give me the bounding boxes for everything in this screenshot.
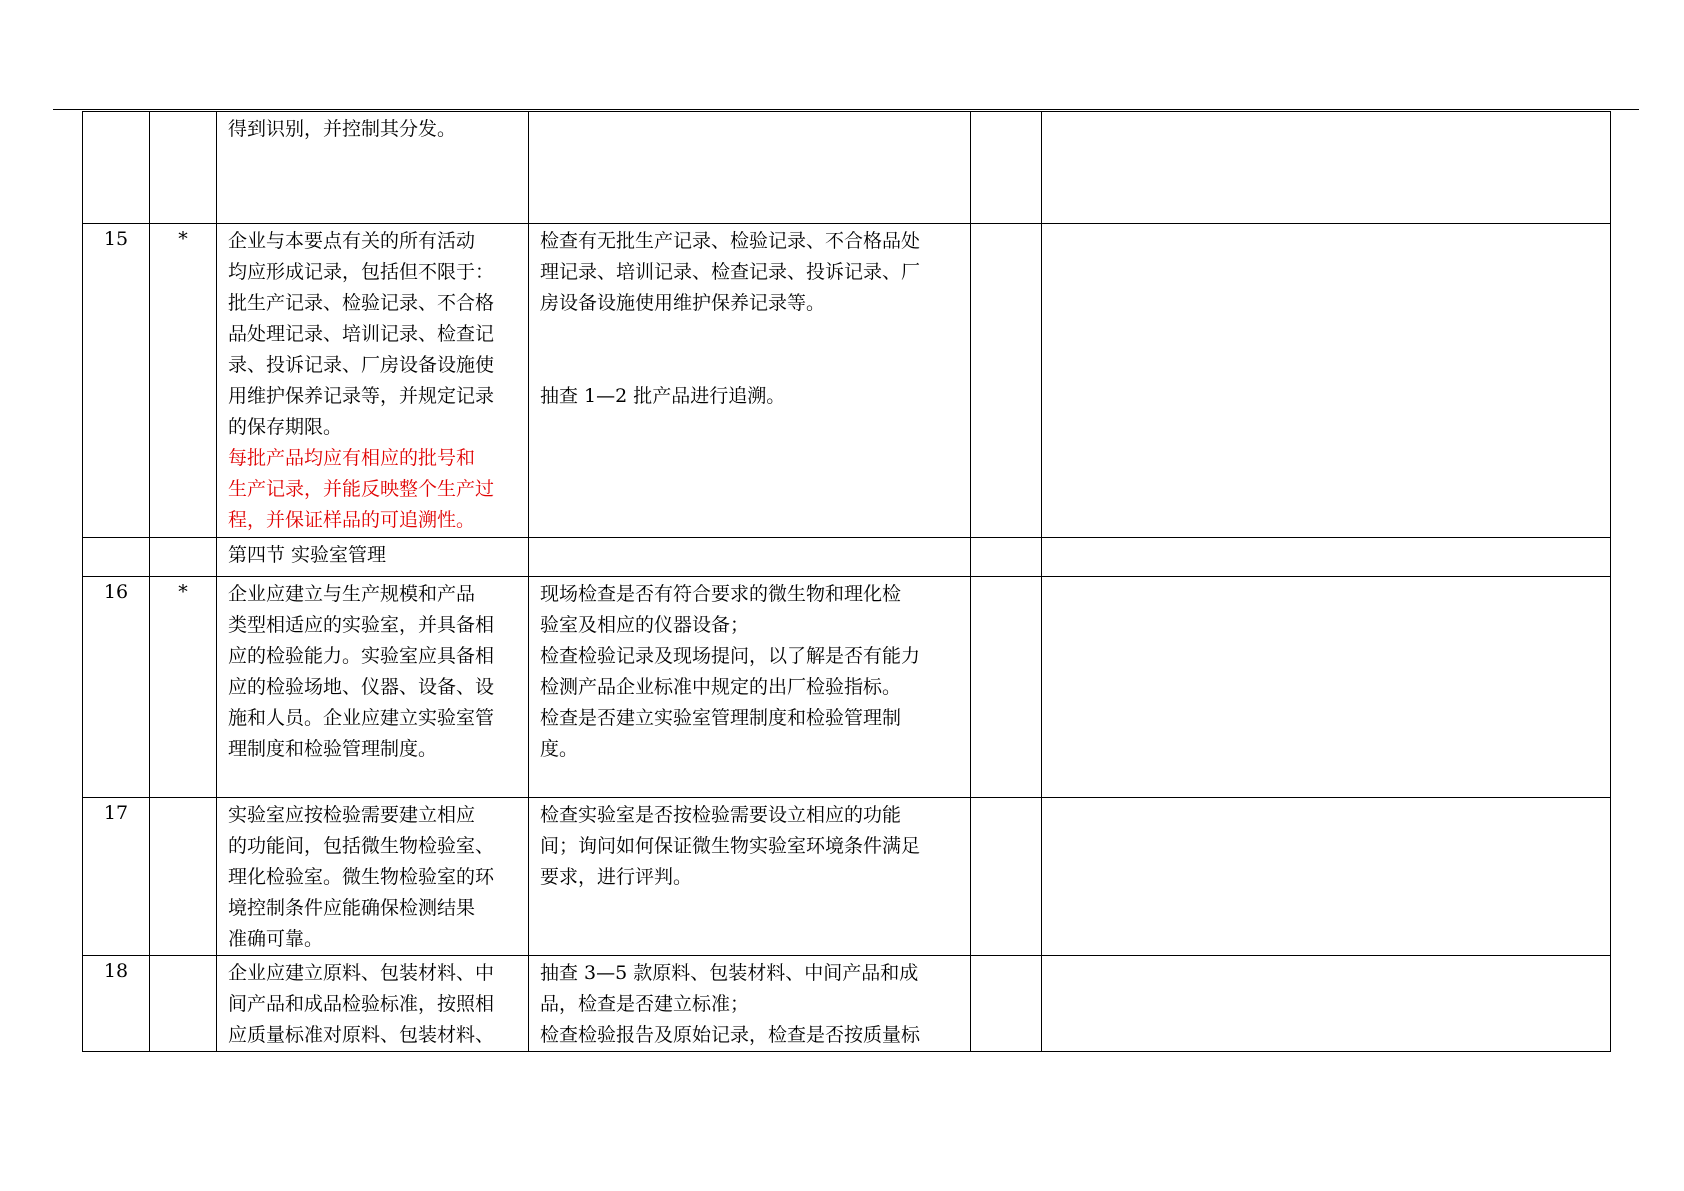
requirement-text-line: 类型相适应的实验室，并具备相 — [228, 614, 495, 636]
method-text-line: 抽查 1—2 批产品进行追溯。 — [540, 385, 786, 407]
requirement-cell — [217, 956, 529, 1052]
requirement-text-line: 应的检验场地、仪器、设备、设 — [228, 676, 495, 698]
requirement-text-line: 应质量标准对原料、包装材料、 — [228, 1024, 495, 1046]
notes-cell[interactable] — [1042, 798, 1611, 956]
result-cell[interactable] — [971, 224, 1042, 538]
requirement-highlight-line: 生产记录，并能反映整个生产过 — [228, 478, 495, 500]
requirement-cell — [217, 538, 529, 577]
requirement-text-line: 企业应建立原料、包装材料、中 — [228, 962, 495, 984]
requirement-cell — [217, 798, 529, 956]
inspection-method-cell — [529, 224, 971, 538]
item-number-cell: 15 — [83, 224, 150, 538]
notes-cell[interactable] — [1042, 956, 1611, 1052]
key-item-mark-cell — [150, 538, 217, 577]
requirement-text-line: 应的检验能力。实验室应具备相 — [228, 645, 495, 667]
requirement-cell — [217, 224, 529, 538]
requirement-text-line: 施和人员。企业应建立实验室管 — [228, 707, 495, 729]
table-row — [83, 538, 1611, 577]
inspection-method-cell — [529, 538, 971, 577]
key-item-mark-cell: * — [150, 577, 217, 798]
item-number-cell — [83, 112, 150, 224]
header-rule — [53, 109, 1639, 110]
inspection-method-cell — [529, 112, 971, 224]
result-cell[interactable] — [971, 956, 1042, 1052]
table-row — [83, 798, 1611, 956]
method-text-line: 品，检查是否建立标准； — [540, 993, 750, 1015]
method-text-line: 检查检验记录及现场提问，以了解是否有能力 — [540, 645, 921, 667]
table-row — [83, 577, 1611, 798]
method-text-line: 检查实验室是否按检验需要设立相应的功能 — [540, 804, 902, 826]
result-cell[interactable] — [971, 798, 1042, 956]
requirement-text-line: 企业应建立与生产规模和产品 — [228, 583, 476, 605]
key-item-mark-cell — [150, 956, 217, 1052]
inspection-checklist-table — [82, 111, 1611, 1052]
notes-cell[interactable] — [1042, 224, 1611, 538]
requirement-text-line: 用维护保养记录等，并规定记录 — [228, 385, 495, 407]
requirement-text-line: 准确可靠。 — [228, 928, 324, 950]
method-text-line: 检查有无批生产记录、检验记录、不合格品处 — [540, 230, 921, 252]
key-item-mark-cell — [150, 798, 217, 956]
table-row — [83, 224, 1611, 538]
notes-cell[interactable] — [1042, 112, 1611, 224]
result-cell[interactable] — [971, 577, 1042, 798]
requirement-text-line: 得到识别，并控制其分发。 — [228, 118, 457, 140]
method-text-line: 检查是否建立实验室管理制度和检验管理制 — [540, 707, 902, 729]
method-text-line: 房设备设施使用维护保养记录等。 — [540, 292, 826, 314]
result-cell[interactable] — [971, 112, 1042, 224]
method-text-line: 检测产品企业标准中规定的出厂检验指标。 — [540, 676, 902, 698]
notes-cell[interactable] — [1042, 577, 1611, 798]
method-text-line: 间；询问如何保证微生物实验室环境条件满足 — [540, 835, 921, 857]
requirement-text-line: 间产品和成品检验标准，按照相 — [228, 993, 495, 1015]
item-number-cell: 17 — [83, 798, 150, 956]
method-text-line: 验室及相应的仪器设备； — [540, 614, 750, 636]
requirement-text-line: 的保存期限。 — [228, 416, 343, 438]
requirement-highlight-line: 程，并保证样品的可追溯性。 — [228, 509, 476, 531]
requirement-text-line: 企业与本要点有关的所有活动 — [228, 230, 476, 252]
requirement-text-line: 均应形成记录，包括但不限于： — [228, 261, 495, 283]
requirement-text-line: 实验室应按检验需要建立相应 — [228, 804, 476, 826]
requirement-text-line: 的功能间，包括微生物检验室、 — [228, 835, 495, 857]
inspection-method-cell — [529, 956, 971, 1052]
method-text-line: 要求，进行评判。 — [540, 866, 693, 888]
notes-cell[interactable] — [1042, 538, 1611, 577]
method-text-line: 理记录、培训记录、检查记录、投诉记录、厂 — [540, 261, 921, 283]
item-number-cell: 18 — [83, 956, 150, 1052]
key-item-mark-cell: * — [150, 224, 217, 538]
requirement-text-line: 境控制条件应能确保检测结果 — [228, 897, 476, 919]
item-number-cell: 16 — [83, 577, 150, 798]
key-item-mark-cell — [150, 112, 217, 224]
method-text-line: 现场检查是否有符合要求的微生物和理化检 — [540, 583, 902, 605]
inspection-method-cell — [529, 798, 971, 956]
method-text-line: 度。 — [540, 738, 579, 760]
requirement-text-line: 批生产记录、检验记录、不合格 — [228, 292, 495, 314]
table-row — [83, 956, 1611, 1052]
requirement-text-line: 第四节 实验室管理 — [228, 544, 387, 566]
item-number-cell — [83, 538, 150, 577]
method-text-line: 抽查 3—5 款原料、包装材料、中间产品和成 — [540, 962, 919, 984]
requirement-text-line: 品处理记录、培训记录、检查记 — [228, 323, 495, 345]
table-row — [83, 112, 1611, 224]
requirement-text-line: 理化检验室。微生物检验室的环 — [228, 866, 495, 888]
requirement-text-line: 理制度和检验管理制度。 — [228, 738, 438, 760]
paragraph-gap — [540, 350, 960, 381]
method-text-line: 检查检验报告及原始记录，检查是否按质量标 — [540, 1024, 921, 1046]
inspection-method-cell — [529, 577, 971, 798]
paragraph-gap — [540, 319, 960, 350]
requirement-highlight-line: 每批产品均应有相应的批号和 — [228, 447, 476, 469]
requirement-cell — [217, 577, 529, 798]
result-cell[interactable] — [971, 538, 1042, 577]
requirement-text-line: 录、投诉记录、厂房设备设施使 — [228, 354, 495, 376]
requirement-cell — [217, 112, 529, 224]
